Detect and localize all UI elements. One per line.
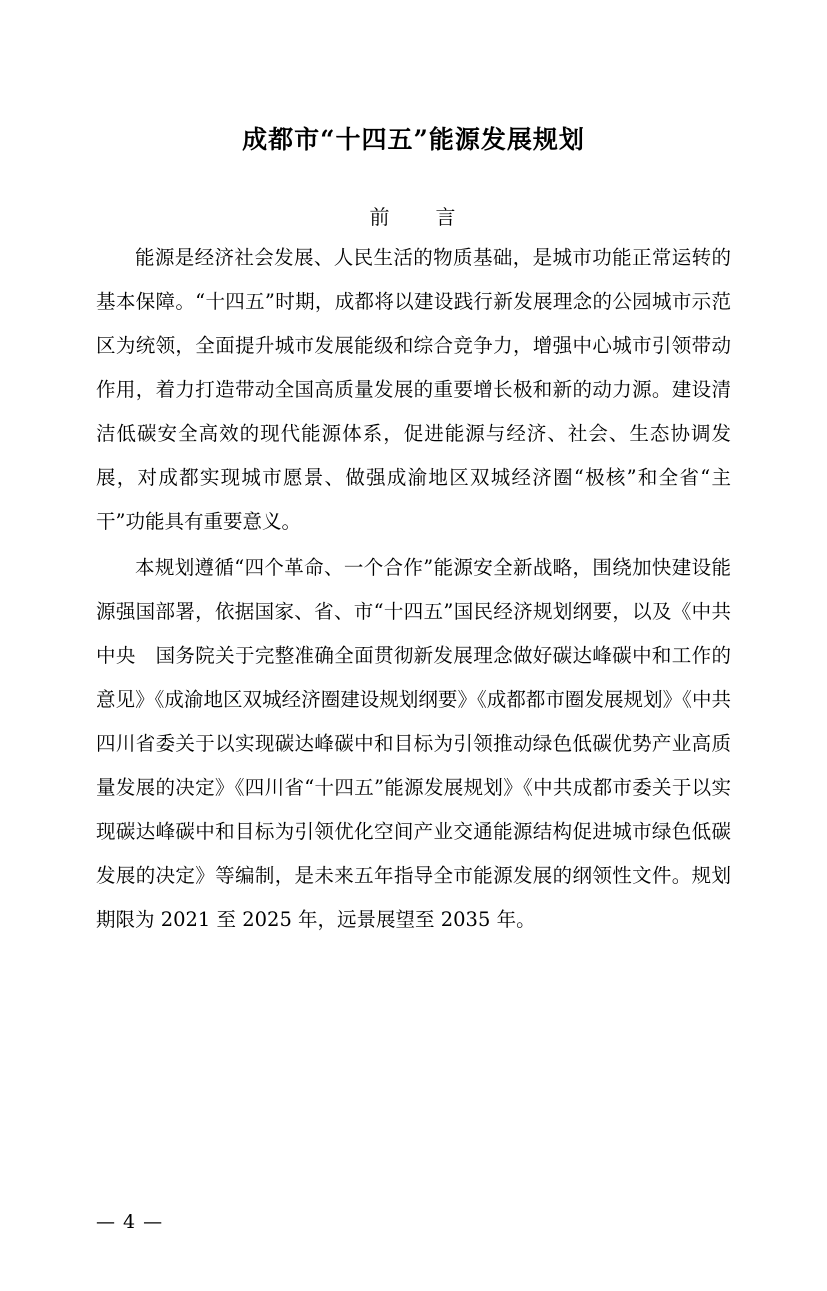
paragraph-1: 能源是经济社会发展、人民生活的物质基础，是城市功能正常运转的基本保障。“十四五”时期，成都将以建设践行新发展理念的公园城市示范区为统领，全面提升城市发展能级和综合竞争力，增强中心城市引领带动作用，着力打造带动全国高质量发展的重要增长极和新的动力源。建设清洁低碳安全高效的现代能源体系，促进能源与经济、社会、生态协调发展，对成都实现城市愿景、做强成渝地区双城经济圈“极核”和全省“主干”功能具有重要意义。 xyxy=(96,246,731,533)
document-page xyxy=(0,122,827,1291)
section-heading-preface: 前 言 xyxy=(369,205,458,229)
page-title: 成都市“十四五”能源发展规划 xyxy=(242,125,585,154)
paragraph-2: 本规划遵循“四个革命、一个合作”能源安全新战略，围绕加快建设能源强国部署，依据国家、省、市“十四五”国民经济规划纲要，以及《中共中央 国务院关于完整准确全面贯彻新发展理念做好碳达峰碳中和工作的意见》《成渝地区双城经济圈建设规划纲要》《成都都市圈发展规划》《中共四川省委关于以实现碳达峰碳中和目标为引领推动绿色低碳优势产业高质量发展的决定》《四川省“十四五”能源发展规划》《中共成都市委关于以实现碳达峰碳中和目标为引领优化空间产业交通能源结构促进城市绿色低碳发展的决定》等编制，是未来五年指导全市能源发展的纲领性文件。规划期限为 2021 至 2025 年，远景展望至 2035 年。 xyxy=(96,556,731,931)
page-number: — 4 — xyxy=(96,1211,164,1233)
